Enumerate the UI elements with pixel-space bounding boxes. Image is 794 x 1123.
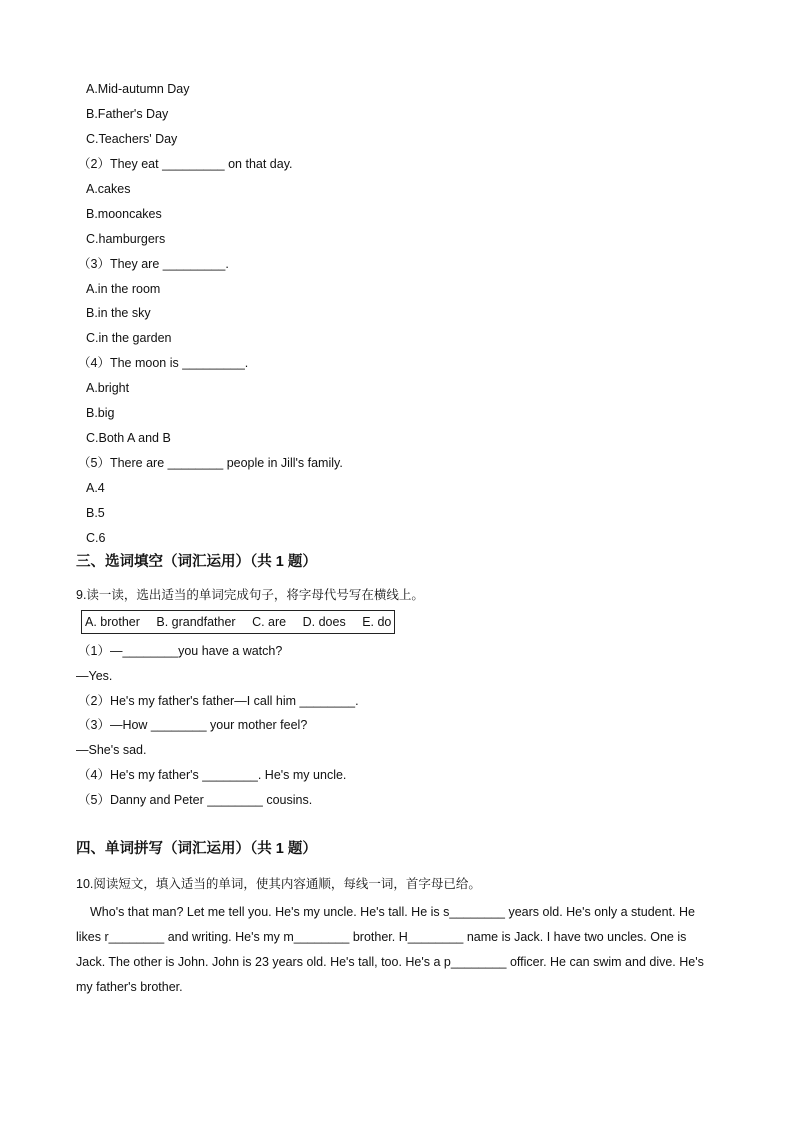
question-4-option-c: C.Both A and B [86, 431, 171, 445]
option-b: B.Father's Day [86, 107, 169, 121]
question-3-option-c: C.in the garden [86, 331, 172, 345]
word-bank [81, 610, 395, 634]
question-5-option-b: B.5 [86, 506, 105, 520]
question-2-option-c: C.hamburgers [86, 232, 166, 246]
section-3-item: （2）He's my father's father—I call him ________. [78, 694, 359, 708]
question-2-option-b: B.mooncakes [86, 207, 162, 221]
question-2-option-a: A.cakes [86, 182, 131, 196]
section-3-item: （5）Danny and Peter ________ cousins. [78, 793, 313, 807]
question-4-option-b: B.big [86, 406, 115, 420]
question-2: （2）They eat _________ on that day. [78, 157, 293, 171]
section-3-instruction: 9.读一读，选出适当的单词完成句子，将字母代号写在横线上。 [76, 588, 424, 602]
section-4-title: 四、单词拼写（词汇运用）（共 1 题） [76, 841, 317, 857]
section-4-instruction: 10.阅读短文，填入适当的单词，使其内容通顺，每线一词，首字母已给。 [76, 877, 481, 891]
question-5-option-c: C.6 [86, 531, 106, 545]
section-3-item: （3）—How ________ your mother feel? [78, 718, 308, 732]
word-bank-item: A. brother [85, 615, 140, 629]
question-3-option-b: B.in the sky [86, 306, 151, 320]
question-5-option-a: A.4 [86, 481, 105, 495]
question-3: （3）They are _________. [78, 257, 229, 271]
word-bank-item: D. does [302, 615, 346, 629]
reading-passage: Who's that man? Let me tell you. He's my uncle. He's tall. He is s________ years old. He's only a student. He likes r________ and writing. He's my m________ brother. H________ name is Jack. I have two uncles. One is Jack. The other is John. John is 23 years old. He's tall, too. He's a p________ officer. He can swim and dive. He's my father's brother. [76, 905, 704, 994]
question-3-option-a: A.in the room [86, 282, 161, 296]
word-bank-item: E. do [362, 615, 392, 629]
word-bank-item: B. grandfather [156, 615, 236, 629]
word-bank-item: C. are [252, 615, 287, 629]
question-5: （5）There are ________ people in Jill's family. [78, 456, 343, 470]
section-3-item: —Yes. [76, 669, 113, 683]
question-4: （4）The moon is _________. [78, 356, 249, 370]
option-a: A.Mid-autumn Day [86, 82, 190, 96]
section-3-item: （4）He's my father's ________. He's my uncle. [78, 768, 347, 782]
section-3-item: （1）—________you have a watch? [78, 644, 283, 658]
section-3-title: 三、选词填空（词汇运用）（共 1 题） [76, 554, 317, 570]
section-3-item: —She's sad. [76, 743, 147, 757]
option-c: C.Teachers' Day [86, 132, 178, 146]
question-4-option-a: A.bright [86, 381, 130, 395]
